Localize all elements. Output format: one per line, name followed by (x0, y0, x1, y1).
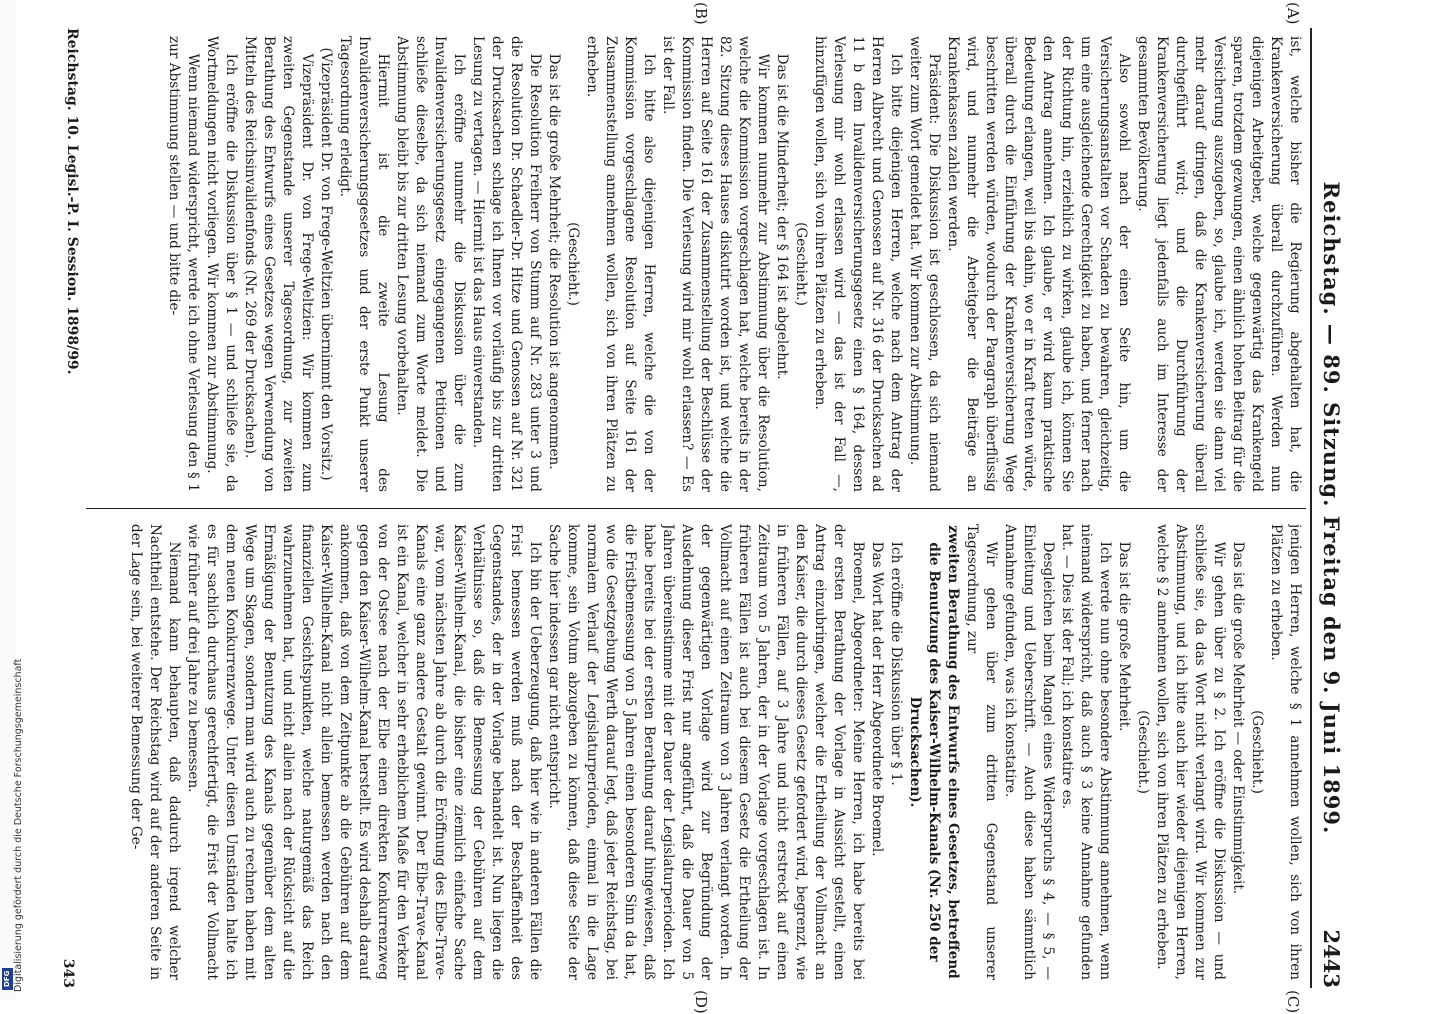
paragraph: Ich bitte also diejenigen Herren, welche die von der Kommission vorgeschlagene Resolution auf Seite 161 der Zusammenstellung annehmen wollen, sich von ihren Plätzen zu erheben. (584, 36, 657, 492)
footer-sheet-number: 343 (60, 958, 76, 988)
page-number: 2443 (1319, 929, 1344, 988)
stage-direction: (Geschieht.) (1135, 710, 1151, 794)
dfg-logo: DFG (2, 968, 13, 990)
paragraph: Das ist die große Mehrheit — oder Einstimmigkeit. (1230, 541, 1246, 895)
paragraph: Das ist die große Mehrheit. (1116, 541, 1132, 732)
paragraph: Die Resolution Freiherr von Stumm auf Nr. 283 unter 3 und die Resolution Dr. Schaedler-Dr. Hitze und Genossen auf Nr. 321 der Drucksachen schlage ich Ihnen vor vorläufig bis zur dritten Lesung zu vertagen. — Hiermit ist das Haus einverstanden. (470, 36, 543, 492)
footer-session-info: Reichstag. 10. Legisl.-P. I. Session. 1898/99. (64, 28, 80, 375)
stage-direction: (Geschieht.) (565, 222, 581, 306)
margin-marker-a: (A) (1284, 2, 1302, 25)
page-header (1310, 28, 1350, 988)
paragraph: Broemel, Abgeordneter: Meine Herren, ich habe bereits bei der ersten Berathung der Vorlage in Aussicht gestellt, einen Antrag einzubringen, welcher die Ertheilung der Vollmacht an den Kaiser, die durch dieses Gesetz gefordert wird, begrenzt, wie in früheren Fällen, auf 3 Jahre und nicht erstreckt auf einen Zeitraum von 5 Jahren, der in der Vorlage vorgeschlagen ist. In früheren Fällen ist auch bei diesem Gesetz die Ertheilung der Vollmacht auf einen Zeitraum von 3 Jahren verlangt worden. In der gegenwärtigen Vorlage wird zur Begründung der Ausdehnung dieser Frist nur angeführt, daß die Dauer von 5 Jahren übereinstimme mit der Dauer der Legislaturperioden. Ich habe bereits bei der ersten Berathung darauf hingewiesen, daß die Fristbemessung von 5 Jahren einen besonderen Sinn da hat, wo die Gesetzgebung Werth darauf legt, daß jeder Reichstag, bei normalem Verlauf der Legislaturperioden, einmal in die Lage komme, sein Votum abzugeben zu können, daß diese Seite der Sache hier indessen gar nicht entspricht. (546, 524, 866, 980)
digitization-credit-text: Digitalisierung gefördert durch die Deutsche Forschungsgemeinschaft (13, 658, 24, 992)
right-text-column (54, 524, 1304, 980)
paragraph: Das Wort hat der Herr Abgeordnete Broemel. (869, 541, 885, 857)
paragraph: Ich werde nun ohne besondere Abstimmung annehmen, wenn niemand widerspricht, daß auch § 3 keine Annahme gefunden hat. — Dies ist der Fall; ich konstatire es. (1059, 524, 1113, 980)
header-rule (1310, 28, 1312, 988)
paragraph: Wir gehen über zum dritten Gegenstand unserer Tagesordnung, zur (964, 524, 999, 980)
paragraph: Niemand kann behaupten, daß dadurch irgend welcher Nachtheil entstehe. Der Reichstag wird auf der anderen Seite in der Lage sein, bei weiterer Bemessung der Ge- (128, 524, 182, 980)
agenda-item-heading: zweiten Berathung des Entwurfs eines Gesetzes, betreffend die Benutzung des Kaiser-Wilhelm-Kanals (Nr. 250 der Drucksachen). (907, 525, 961, 979)
paragraph: Hiermit ist die zweite Lesung des Invalidenversicherungsgesetzes und der erste Punkt unserer Tagesordnung erledigt. (337, 36, 391, 492)
paragraph: Ich bin der Ueberzeugung, daß hier wie in anderen Fällen die Frist bemessen werden muß nach der Beschaffenheit des Gegenstandes, der in der Vorlage behandelt ist. Nun liegen die Verhältnisse so, daß die Bemessung der Gebühren auf dem Kaiser-Wilhelm-Kanal, die bisher eine ziemlich einfache Sache war, vom nächsten Jahre ab durch die Eröffnung des Elbe-Trave-Kanals eine ganz andere Gestalt gewinnt. Der Elbe-Trave-Kanal ist ein Kanal, welcher in sehr erheblichem Maße für den Verkehr von der Ostsee nach der Elbe einen direkten Konkurrenzweg gegen den Kaiser-Wilhelm-Kanal herstellt. Es wird deshalb darauf ankommen, daß von dem Zeitpunkte ab die Gebühren auf dem Kaiser-Wilhelm-Kanal nicht allein bemessen werden nach den finanziellen Gesichtspunkten, welche naturgemäß das Reich wahrzunehmen hat, und nicht allein nach der Rücksicht auf die Ermäßigung der Benutzung des Kanals gegenüber dem alten Wege um Skagen, sondern man wird auch zu rechnen haben mit dem neuen Konkurrenzwege. Unter diesen Umständen halte ich es für sachlich durchaus gerechtfertigt, die Frist der Vollmacht wie früher auf drei Jahre zu bemessen. (185, 524, 543, 980)
stage-direction: (Vizepräsident Dr. von Frege-Weltzien übernimmt den Vorsitz.) (318, 47, 334, 481)
margin-marker-c: (C) (1284, 990, 1302, 1014)
paragraph: Vizepräsident Dr. von Frege-Weltzien: Wir kommen zum zweiten Gegenstande unserer Tagesordnung, zur zweiten Berathung des Entwurfs eines Gesetzes wegen Verwendung von Mitteln des Reichsinvalidenfonds (Nr. 269 der Drucksachen). (242, 36, 315, 492)
paragraph: Ich bitte diejenigen Herren, welche nach dem Antrag der Herren Albrecht und Genossen auf Nr. 316 der Drucksachen ad 11 b dem Invalidenversicherungsgesetz einen § 164, dessen Verlesung mir wohl erlassen wird — das ist der Fall —, hinzufügen wollen, sich von ihren Plätzen zu erheben. (812, 36, 904, 492)
paragraph: Ich eröffne die Diskussion über § 1. (888, 541, 904, 786)
page-footer (50, 28, 80, 988)
paragraph: Das ist die große Mehrheit; die Resolution ist angenommen. (546, 53, 562, 470)
paragraph: ist, welche bisher die Regierung abgehalten hat, die Krankenversicherung überall durchzuführen. Werden nun diejenigen Arbeitgeber, welche gegenwärtig das Krankengeld sparen, trotzdem gezwungen, einen ähnlich hohen Beitrag für die Versicherung auszugeben, so, glaube ich, werden sie dann viel mehr darauf dringen, daß die Krankenversicherung überall durchgeführt wird; und die Durchführung der Krankenversicherung liegt jedenfalls auch im Interesse der gesammten Bevölkerung. (1135, 36, 1303, 492)
stage-direction: (Geschieht.) (793, 222, 809, 306)
paragraph: Das ist die Minderheit; der § 164 ist abgelehnt. (774, 53, 790, 380)
paragraph: Wenn niemand widerspricht, werde ich ohne Verlesung den § 1 zur Abstimmung stellen — und bitte die- (166, 36, 201, 492)
paragraph: Ich eröffne die Diskussion über § 1 — und schließe sie, da Wortmeldungen nicht vorliegen. Wir kommen zur Abstimmung. (204, 36, 239, 492)
paragraph: Wir kommen nunmehr zur Abstimmung über die Resolution, welche die Kommission vorgeschlagen hat, welche bereits in der 82. Sitzung dieses Hauses diskutirt worden ist, und welche die Herren auf Seite 161 der Zusammenstellung der Beschlüsse der Kommission finden. Die Verlesung wird mir wohl erlassen? — Es ist der Fall. (660, 36, 771, 492)
page-title: Reichstag. — 89. Sitzung. Freitag den 9. Juni 1899. (1319, 181, 1344, 835)
rotated-page-content (40, 2, 1350, 1014)
column-separator (86, 508, 1306, 509)
left-text-column (54, 36, 1304, 492)
paragraph: Also sowohl nach der einen Seite hin, um die Versicherungsanstalten vor Schaden zu bewahren, gleichzeitig, um eine ausgleichende Gerechtigkeit zu haben, und ferner nach der Richtung hin, erziehlich zu wirken, glaube ich, können Sie den Antrag annehmen. Ich glaube, er wird kaum praktische Bedeutung erlangen, weil bis dahin, wo er in Kraft treten würde, überall durch die Einführung der Krankenversicherung Wege beschritten werden würden, wodurch der Paragraph überflüssig wird, und nunmehr die Arbeitgeber die Beiträge an Krankenkassen zahlen werden. (945, 36, 1132, 492)
paragraph: Präsident: Die Diskussion ist geschlossen, da sich niemand weiter zum Wort gemeldet hat. Wir kommen zur Abstimmung. (907, 36, 942, 492)
paragraph: Wir gehen über zu § 2. Ich eröffne die Diskussion — und schließe sie, da das Wort nicht verlangt wird. Wir kommen zur Abstimmung, und ich bitte auch hier wieder diejenigen Herren, welche § 2 annehmen wollen, sich von ihren Plätzen zu erheben. (1154, 524, 1227, 980)
paragraph: Ich eröffne nunmehr die Diskussion über die zum Invalidenversicherungsgesetz eingegangenen Petitionen und schließe dieselbe, da sich niemand zum Worte meldet. Die Abstimmung bleibt bis zur dritten Lesung vorbehalten. (394, 36, 467, 492)
margin-marker-b: (B) (692, 2, 710, 25)
paragraph: jenigen Herren, welche § 1 annehmen wollen, sich von ihren Plätzen zu erheben. (1268, 524, 1303, 980)
margin-marker-d: (D) (692, 990, 710, 1014)
stage-direction: (Geschieht.) (1249, 710, 1265, 794)
paragraph: Desgleichen beim Mangel eines Widerspruchs § 4, — § 5, — Einleitung und Ueberschrift. — Auch diese haben sämmtlich Annahme gefunden, was ich konstatire. (1002, 524, 1056, 980)
